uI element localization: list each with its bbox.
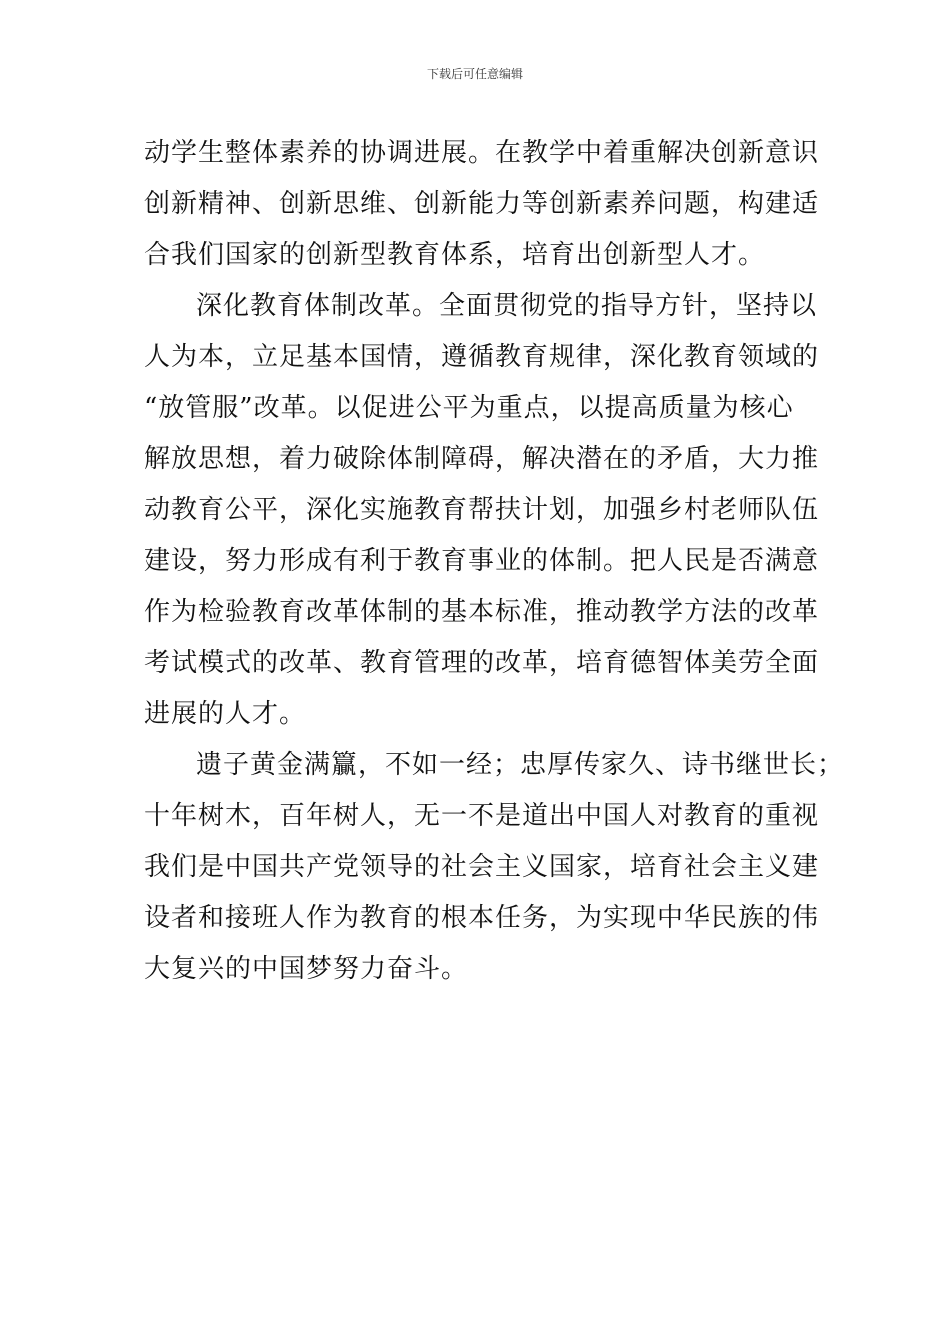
text-line: 作为检验教育改革体制的基本标准，推动教学方法的改革 (144, 597, 820, 627)
document-body (144, 128, 845, 995)
text-line: 进展的人才。 (144, 699, 307, 729)
text-line: 考试模式的改革、教育管理的改革，培育德智体美劳全面 (144, 648, 820, 678)
text-line: 动学生整体素养的协调进展。在教学中着重解决创新意识 (144, 138, 820, 168)
text-line: 解放思想，着力破除体制障碍，解决潜在的矛盾，大力推 (144, 444, 820, 474)
text-line: 合我们国家的创新型教育体系，培育出创新型人才。 (144, 240, 766, 270)
text-line: 设者和接班人作为教育的根本任务，为实现中华民族的伟 (144, 903, 820, 933)
paragraph-3 (144, 740, 845, 995)
text-line: 创新精神、创新思维、创新能力等创新素养问题，构建适 (144, 189, 820, 219)
header-text: 下载后可任意编辑 (426, 67, 523, 81)
paragraph-1 (144, 128, 820, 281)
text-line: 深化教育体制改革。全面贯彻党的指导方针，坚持以 (196, 291, 818, 321)
text-line: 动教育公平，深化实施教育帮扶计划，加强乡村老师队伍 (144, 495, 820, 525)
page-header (0, 66, 950, 82)
text-line: “放管服”改革。以促进公平为重点，以提高质量为核心 (144, 393, 794, 423)
text-line: 遗子黄金满籯，不如一经；忠厚传家久、诗书继世长； (196, 750, 845, 780)
text-line: 大复兴的中国梦努力奋斗。 (144, 954, 469, 984)
paragraph-2 (144, 281, 820, 740)
text-line: 人为本，立足基本国情，遵循教育规律，深化教育领域的 (144, 342, 820, 372)
text-line: 我们是中国共产党领导的社会主义国家，培育社会主义建 (144, 852, 820, 882)
text-line: 建设，努力形成有利于教育事业的体制。把人民是否满意 (144, 546, 820, 576)
text-line: 十年树木，百年树人，无一不是道出中国人对教育的重视 (144, 801, 820, 831)
